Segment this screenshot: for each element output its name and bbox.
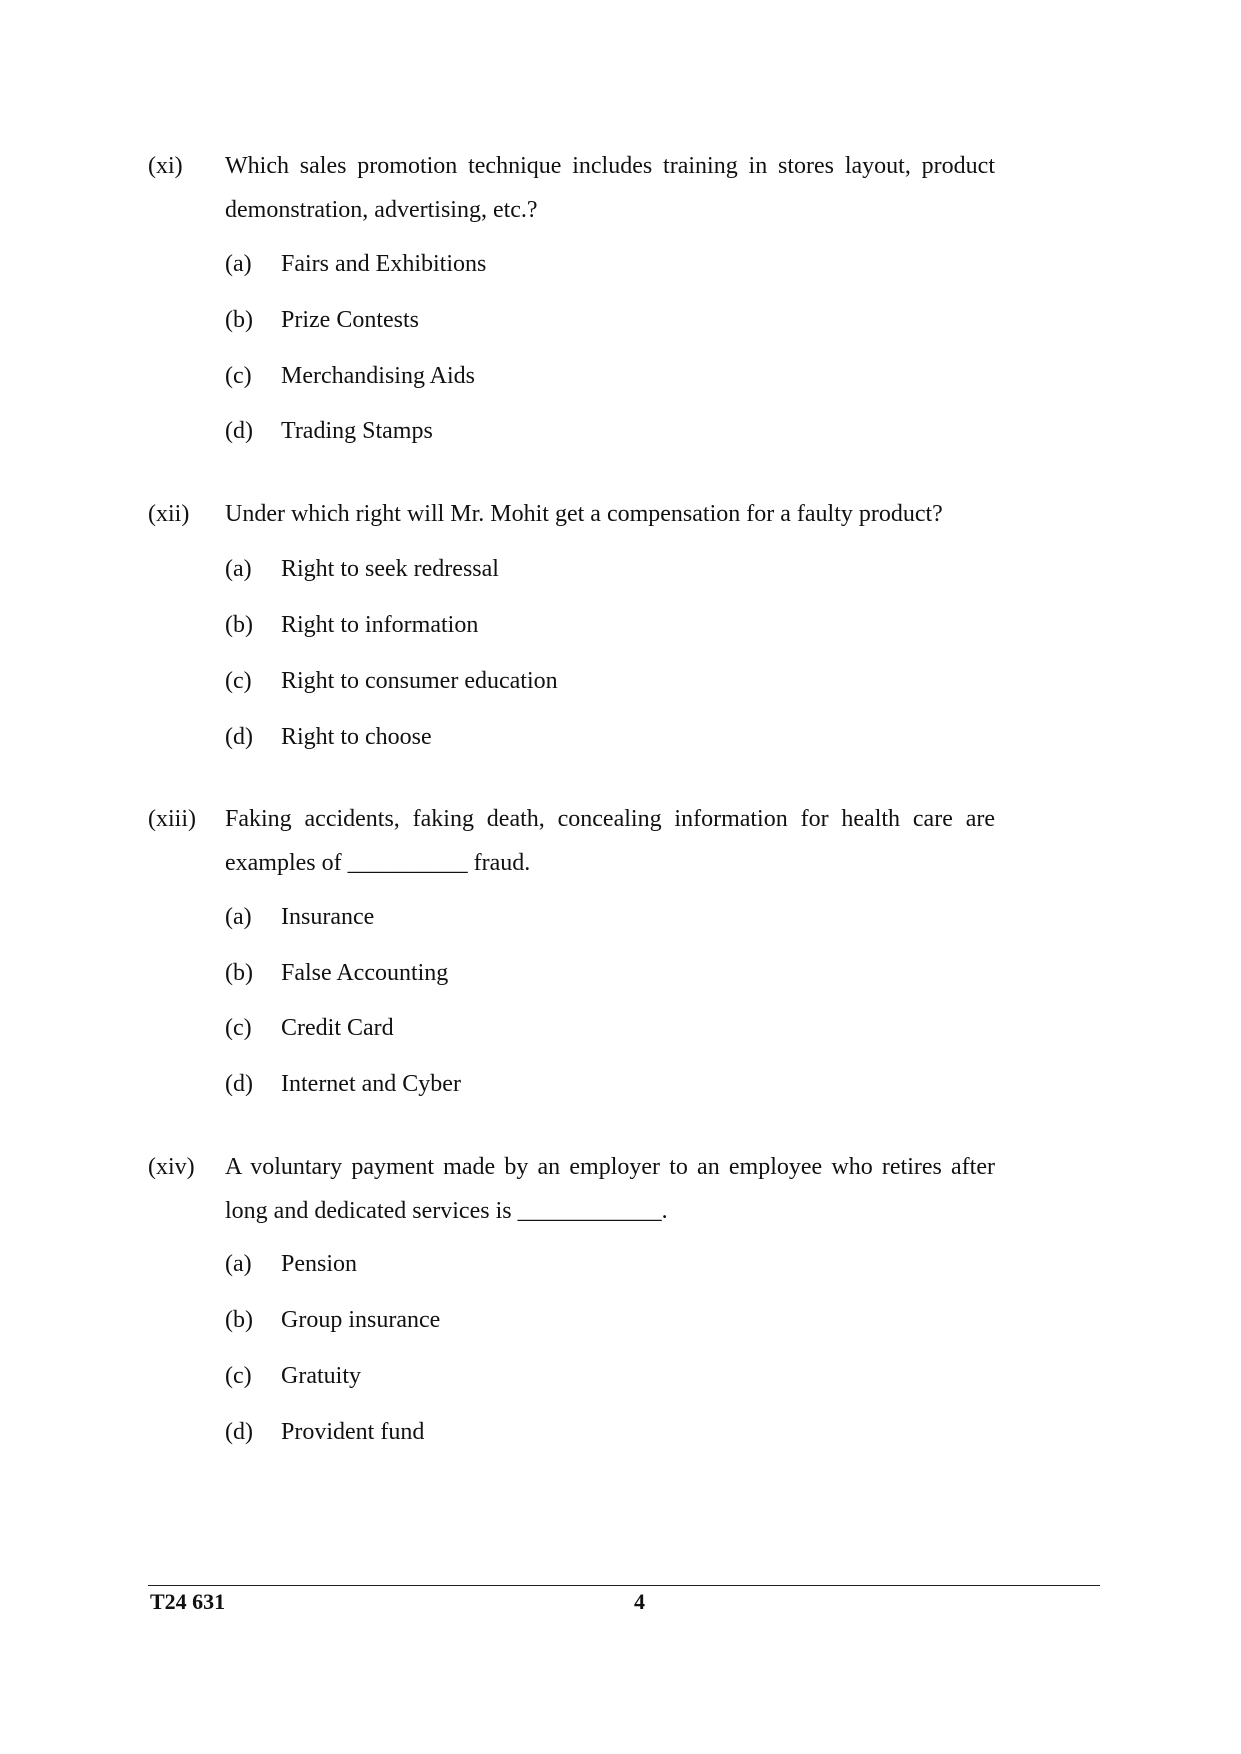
option-b (0, 1300, 1241, 1340)
option-b (0, 300, 1241, 340)
option-letter: (c) (225, 363, 252, 389)
option-text: Internet and Cyber (281, 1071, 461, 1097)
question-text (225, 797, 995, 885)
question-text-line: Faking accidents, faking death, concealing information for health care are (225, 806, 995, 832)
question-text (225, 492, 995, 536)
option-d (0, 1412, 1241, 1452)
option-text: Provident fund (281, 1419, 425, 1445)
option-letter: (a) (225, 1251, 252, 1277)
question-number: (xii) (148, 501, 190, 527)
question-text (225, 144, 995, 232)
option-text: Merchandising Aids (281, 363, 475, 389)
paper-code: T24 631 (150, 1589, 226, 1614)
option-letter: (c) (225, 1363, 252, 1389)
option-c (0, 1008, 1241, 1048)
option-b (0, 953, 1241, 993)
question-number: (xi) (148, 153, 183, 179)
option-d (0, 1064, 1241, 1104)
option-letter: (b) (225, 1307, 253, 1333)
option-d (0, 411, 1241, 451)
option-text: Right to information (281, 612, 479, 638)
option-letter: (a) (225, 251, 252, 277)
option-text: Trading Stamps (281, 418, 433, 444)
option-text: Gratuity (281, 1363, 361, 1389)
question-text-line: long and dedicated services is ____________. (225, 1198, 668, 1224)
option-text: Prize Contests (281, 307, 419, 333)
option-text: Fairs and Exhibitions (281, 251, 487, 277)
footer-divider (148, 1585, 1100, 1586)
option-c (0, 661, 1241, 701)
option-text: Pension (281, 1251, 358, 1277)
question-text-line: A voluntary payment made by an employer to an employee who retires after (225, 1154, 995, 1180)
question-text-line: examples of __________ fraud. (225, 850, 531, 876)
question-text (225, 1145, 995, 1233)
option-a (0, 897, 1241, 937)
question-text-line: Which sales promotion technique includes training in stores layout, product (225, 153, 995, 179)
option-letter: (b) (225, 960, 253, 986)
option-a (0, 244, 1241, 284)
page-number: 4 (634, 1589, 645, 1614)
option-letter: (c) (225, 668, 252, 694)
option-letter: (d) (225, 418, 253, 444)
option-text: Insurance (281, 904, 375, 930)
question-text-line: Under which right will Mr. Mohit get a compensation for a faulty product? (225, 501, 943, 527)
question-text-line: demonstration, advertising, etc.? (225, 197, 538, 223)
option-c (0, 356, 1241, 396)
option-b (0, 605, 1241, 645)
option-letter: (d) (225, 724, 253, 750)
option-text: Right to choose (281, 724, 432, 750)
option-c (0, 1356, 1241, 1396)
question-number: (xiv) (148, 1154, 195, 1180)
option-d (0, 717, 1241, 757)
option-letter: (b) (225, 612, 253, 638)
option-letter: (d) (225, 1419, 253, 1445)
option-letter: (b) (225, 307, 253, 333)
option-a (0, 549, 1241, 589)
option-letter: (a) (225, 556, 252, 582)
option-a (0, 1244, 1241, 1284)
option-letter: (d) (225, 1071, 253, 1097)
option-text: False Accounting (281, 960, 449, 986)
option-text: Group insurance (281, 1307, 441, 1333)
option-letter: (a) (225, 904, 252, 930)
question-number: (xiii) (148, 806, 196, 832)
option-text: Credit Card (281, 1015, 394, 1041)
option-text: Right to consumer education (281, 668, 558, 694)
option-text: Right to seek redressal (281, 556, 499, 582)
option-letter: (c) (225, 1015, 252, 1041)
